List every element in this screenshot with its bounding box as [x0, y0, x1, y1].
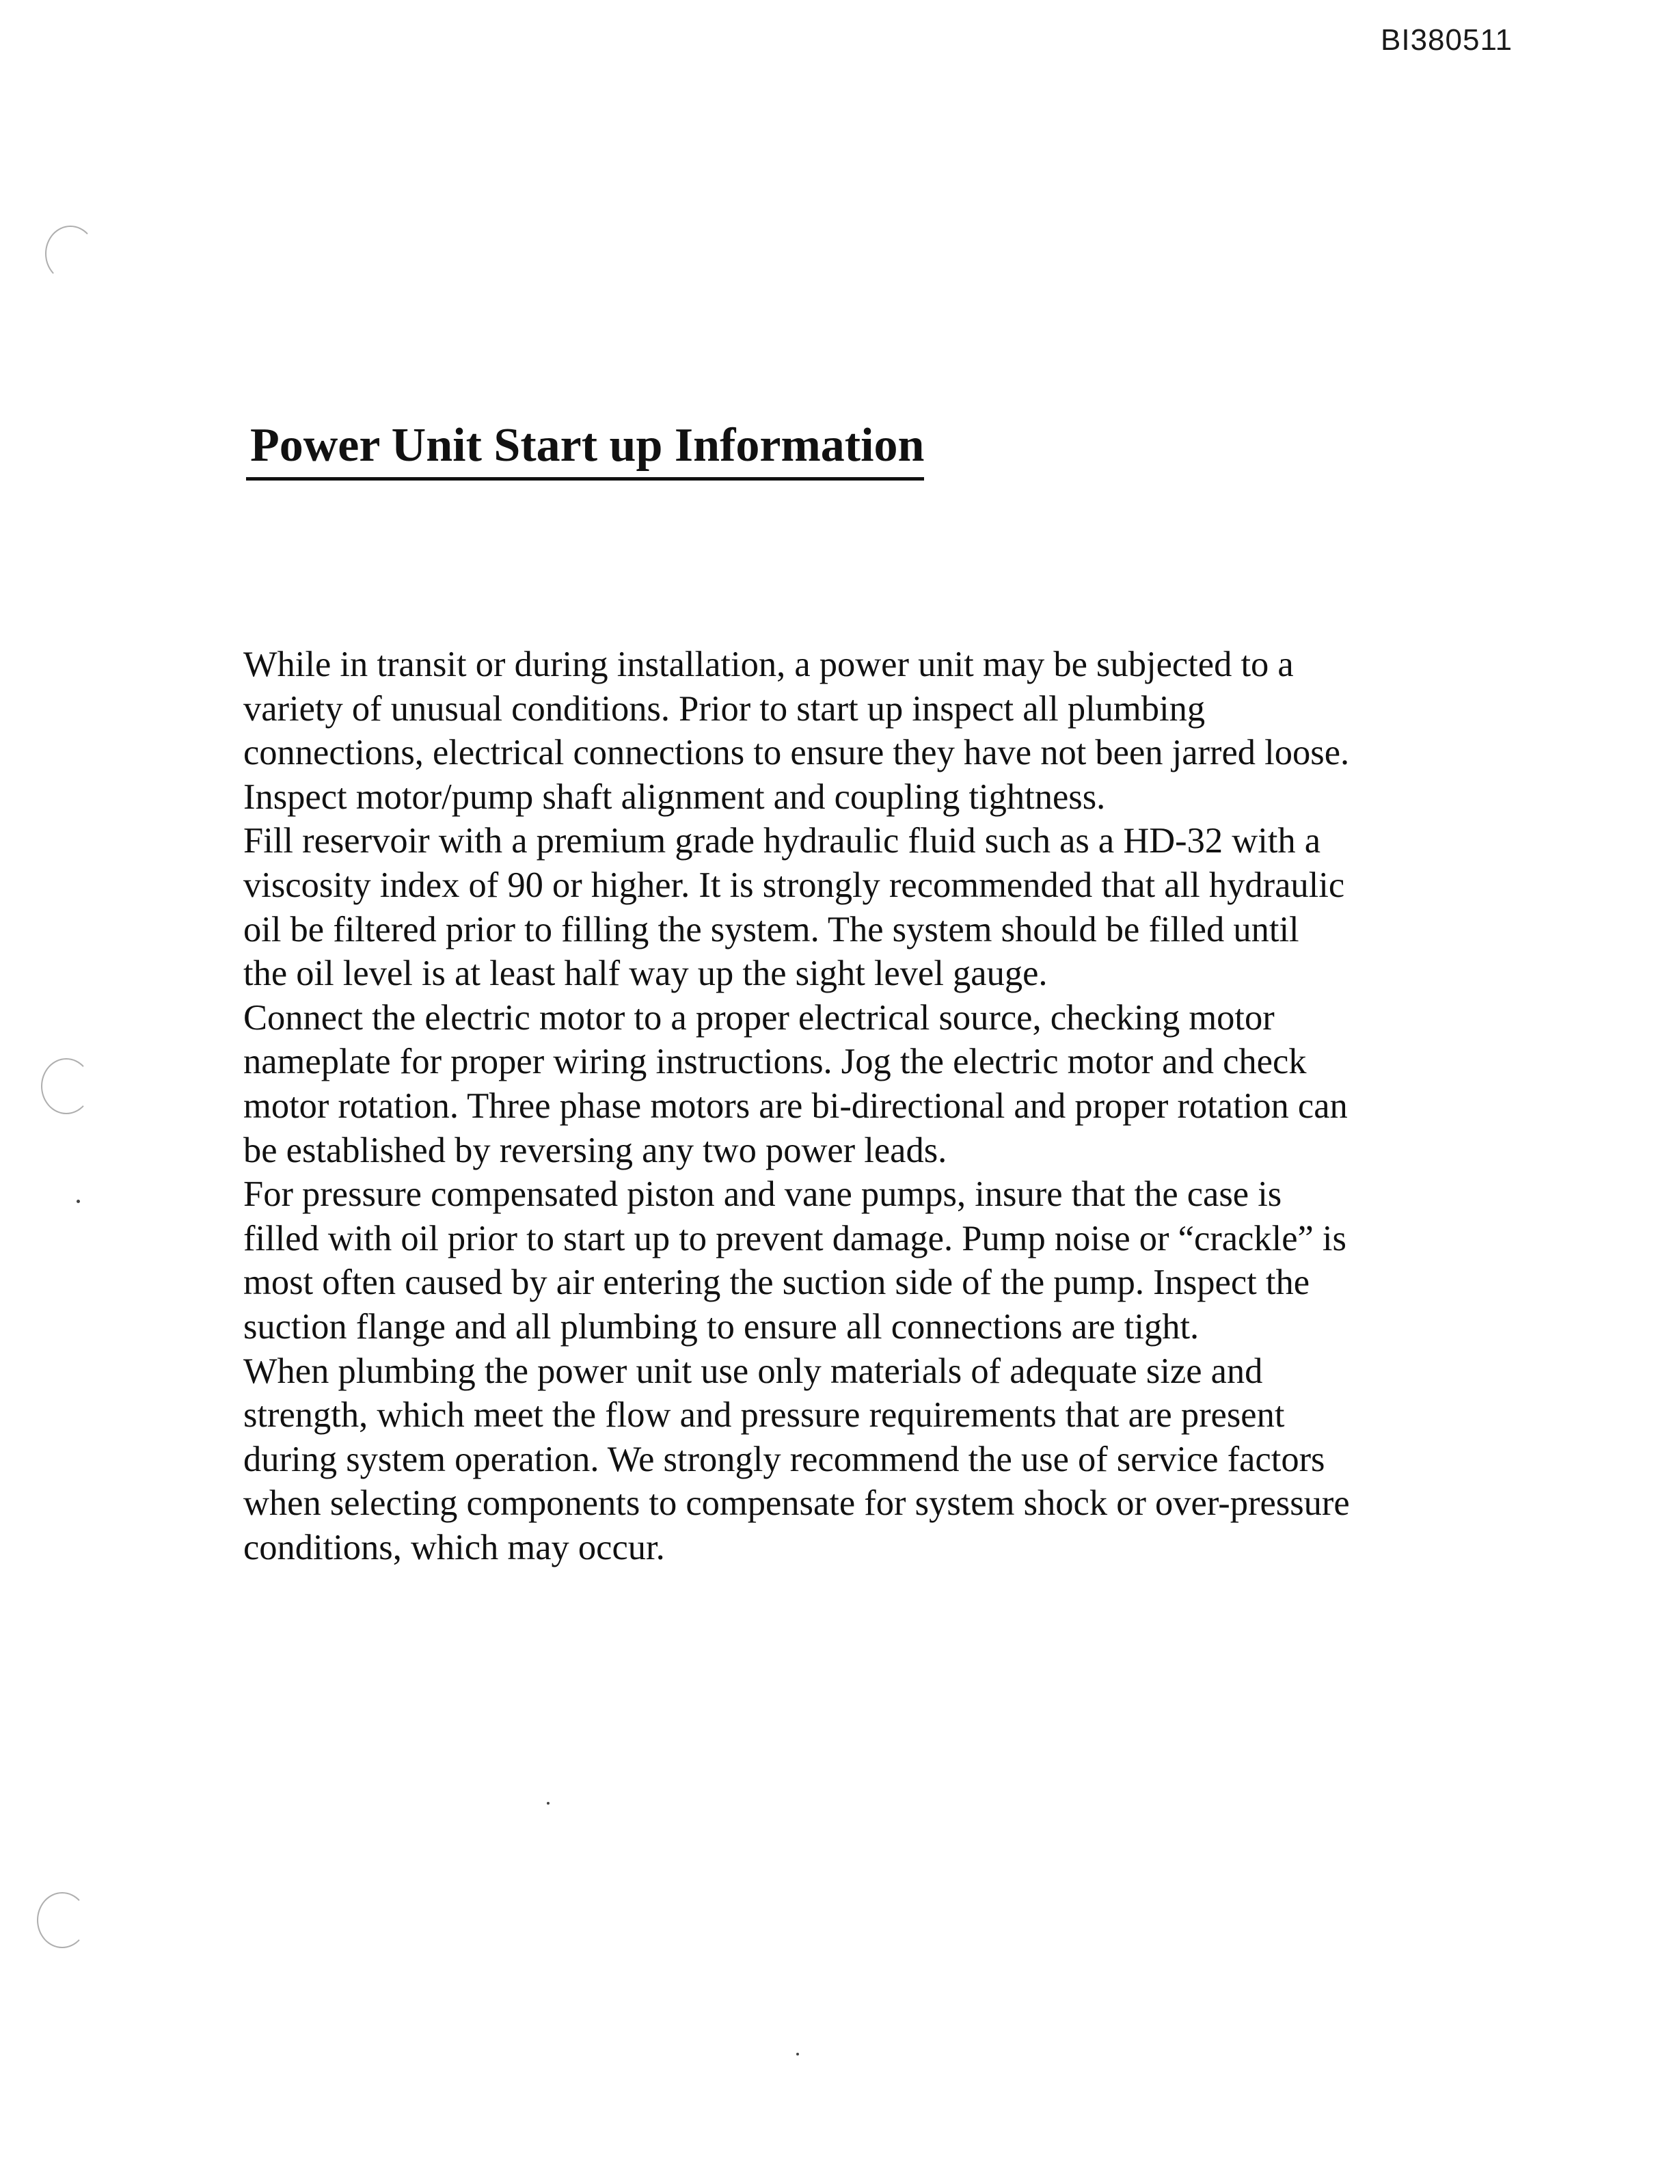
- punch-hole-top: [45, 226, 96, 282]
- body-line: the oil level is at least half way up the sight level gauge.: [243, 954, 1048, 994]
- body-line: during system operation. We strongly recommend the use of service factors: [243, 1439, 1325, 1479]
- body-line: motor rotation. Three phase motors are bi-directional and proper rotation can: [243, 1086, 1348, 1126]
- scan-speck: [77, 1200, 80, 1203]
- body-line: When plumbing the power unit use only materials of adequate size and: [243, 1351, 1263, 1391]
- body-line: be established by reversing any two power leads.: [243, 1130, 947, 1170]
- body-line: connections, electrical connections to ensure they have not been jarred loose.: [243, 733, 1350, 773]
- body-line: Fill reservoir with a premium grade hydraulic fluid such as a HD-32 with a: [243, 821, 1321, 861]
- body-line: when selecting components to compensate for system shock or over-pressure: [243, 1483, 1350, 1524]
- body-line: suction flange and all plumbing to ensure all connections are tight.: [243, 1306, 1200, 1347]
- scan-speck: [796, 2053, 799, 2055]
- body-line: viscosity index of 90 or higher. It is strongly recommended that all hydraulic: [243, 865, 1345, 905]
- body-line: nameplate for proper wiring instructions. Jog the electric motor and check: [243, 1042, 1307, 1082]
- body-line: Connect the electric motor to a proper electrical source, checking motor: [243, 997, 1275, 1038]
- body-line: filled with oil prior to start up to prevent damage. Pump noise or “crackle” is: [243, 1218, 1346, 1258]
- document-title: Power Unit Start up Information: [246, 418, 924, 481]
- body-line: strength, which meet the flow and pressure requirements that are present: [243, 1395, 1285, 1435]
- scan-speck: [547, 1802, 550, 1805]
- body-line: While in transit or during installation, a power unit may be subjected to a: [243, 645, 1294, 684]
- body-text: [243, 643, 1433, 1569]
- body-line: Inspect motor/pump shaft alignment and coupling tightness.: [243, 777, 1106, 817]
- document-id: BI380511: [1381, 23, 1513, 57]
- body-line: For pressure compensated piston and vane pumps, insure that the case is: [243, 1174, 1282, 1215]
- body-line: most often caused by air entering the suction side of the pump. Inspect the: [243, 1263, 1310, 1303]
- body-line: conditions, which may occur.: [243, 1527, 665, 1567]
- punch-hole-middle: [41, 1058, 92, 1114]
- body-line: oil be filtered prior to filling the system. The system should be filled until: [243, 909, 1299, 949]
- punch-hole-bottom: [37, 1892, 87, 1948]
- body-line: variety of unusual conditions. Prior to start up inspect all plumbing: [243, 688, 1206, 729]
